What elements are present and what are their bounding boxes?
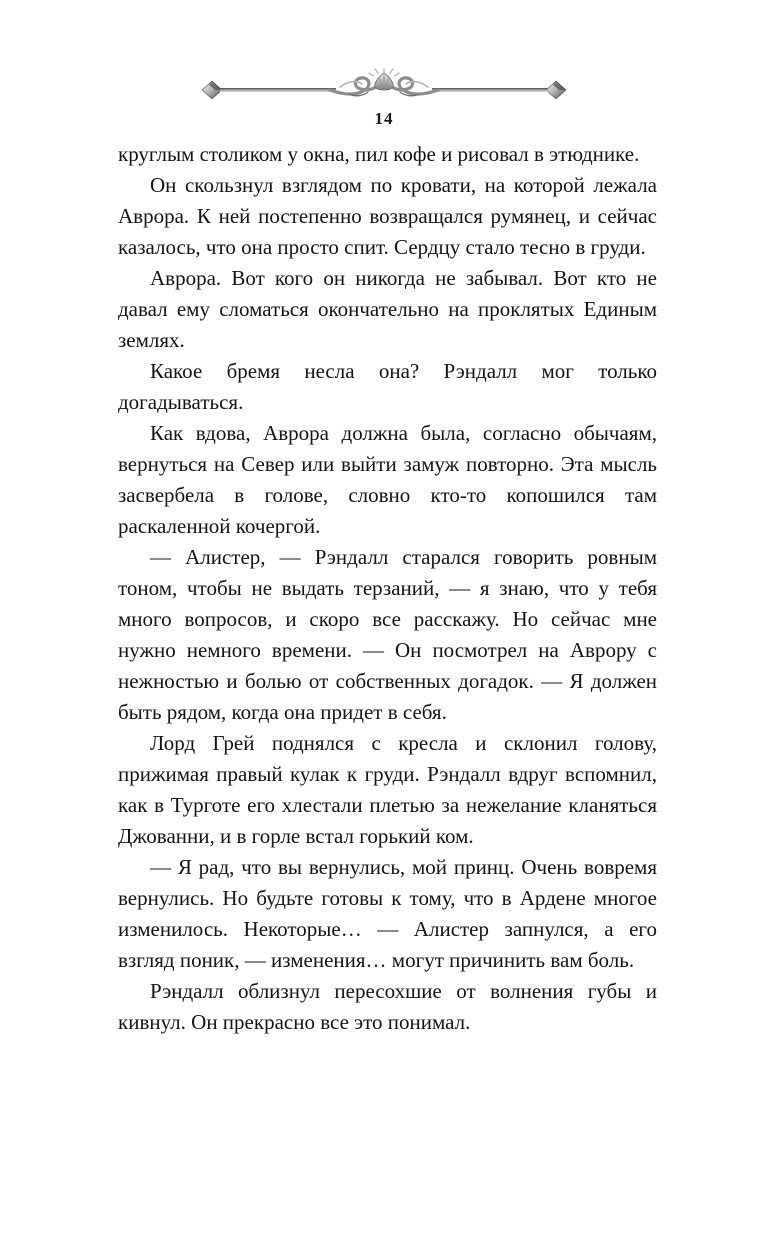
page-text-block: [118, 139, 657, 1038]
paragraph: круглым столиком у окна, пил кофе и рисовал в этюднике.: [118, 142, 640, 166]
page-number: 14: [374, 109, 394, 128]
paragraph: — Алистер, — Рэндалл старался говорить ровным тоном, чтобы не выдать терзаний, — я знаю, что у тебя много вопросов, и скоро все расскажу. Но сейчас мне нужно немного времени. — Он посмотрел на Аврору с нежностью и болью от собственных догадок. — Я должен быть рядом, когда она придет в себя.: [118, 545, 657, 724]
paragraph: Он скользнул взглядом по кровати, на которой лежала Аврора. К ней постепенно возвращался румянец, и сейчас казалось, что она просто спит. Сердцу стало тесно в груди.: [118, 173, 657, 259]
left-diamond: [202, 81, 222, 99]
paragraph: Как вдова, Аврора должна была, согласно обычаям, вернуться на Север или выйти замуж повторно. Эта мысль засвербела в голове, словно кто-то копошился там раскаленной кочергой.: [118, 421, 657, 538]
left-rule: [220, 88, 336, 92]
paragraph: — Я рад, что вы вернулись, мой принц. Очень вовремя вернулись. Но будьте готовы к тому, что в Ардене многое изменилось. Некоторые… — Алистер запнулся, а его взгляд поник, — изменения… могут причинить вам боль.: [118, 855, 657, 972]
divider-flourish-ornament: [202, 68, 566, 108]
paragraph: Какое бремя несла она? Рэндалл мог только догадываться.: [118, 359, 657, 414]
paragraph: Лорд Грей поднялся с кресла и склонил голову, прижимая правый кулак к груди. Рэндалл вдруг вспомнил, как в Турготе его хлестали плетью за нежелание кланяться Джованни, и в горле встал горький ком.: [118, 731, 657, 848]
right-rule: [432, 88, 548, 92]
page-header: [0, 68, 768, 129]
paragraph: Рэндалл облизнул пересохшие от волнения губы и кивнул. Он прекрасно все это понимал.: [118, 979, 657, 1034]
right-diamond: [546, 81, 566, 99]
paragraph: Аврора. Вот кого он никогда не забывал. Вот кто не давал ему сломаться окончательно на проклятых Единым землях.: [118, 266, 657, 352]
